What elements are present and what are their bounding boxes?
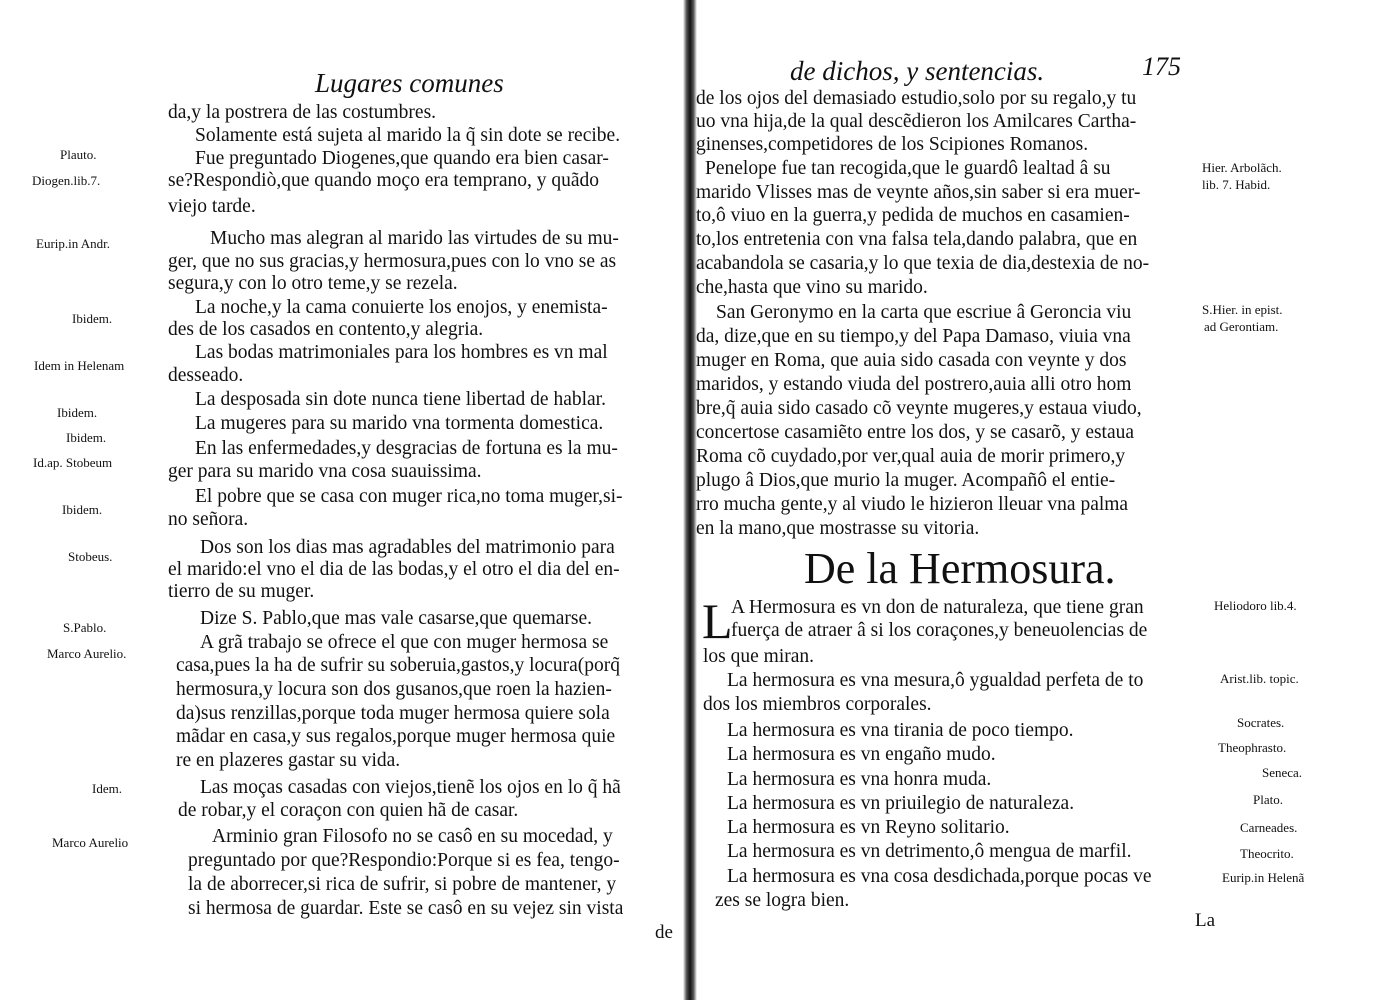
text-line: La noche,y la cama conuierte los enojos, y enemista- — [195, 297, 608, 318]
left-page — [0, 0, 683, 1000]
text-line: Fue preguntado Diogenes,que quando era bien casar- — [195, 148, 609, 169]
text-line: Arminio gran Filosofo no se casô en su mocedad, y — [212, 826, 613, 847]
text-line: el marido:el vno el dia de las bodas,y el otro el dia del en- — [168, 559, 620, 580]
margin-note: Plato. — [1253, 792, 1283, 807]
margin-note: Marco Aurelio. — [47, 646, 127, 661]
page-number: 175 — [1142, 52, 1181, 81]
text-line: tierro de su muger. — [168, 581, 315, 602]
text-line: La hermosura es vn priuilegio de naturaleza. — [727, 793, 1075, 814]
margin-note: Eurip.in Helenã — [1222, 870, 1305, 885]
text-line: fuerça de atraer â si los coraçones,y beneuolencias de — [731, 620, 1148, 641]
text-line: Las bodas matrimoniales para los hombres es vn mal — [195, 342, 608, 363]
margin-note: S.Hier. in epist. — [1202, 302, 1283, 317]
text-line: segura,y con lo otro teme,y se rezela. — [168, 273, 458, 294]
margin-note: Arist.lib. topic. — [1220, 671, 1299, 686]
text-line: Roma cõ cuydado,por ver,qual auia de morir primero,y — [696, 446, 1126, 467]
text-line: plugo â Dios,que murio la muger. Acompañô el entie- — [696, 470, 1116, 491]
book-gutter — [683, 0, 697, 1000]
text-line: El pobre que se casa con muger rica,no toma muger,si- — [195, 486, 623, 507]
text-line: mãdar en casa,y sus regalos,porque muger hermosa quie — [176, 726, 616, 747]
text-line: La hermosura es vna mesura,ô ygualdad perfeta de to — [727, 670, 1144, 691]
margin-note: Id.ap. Stobeum — [33, 455, 113, 470]
text-line: dos los miembros corporales. — [703, 694, 932, 715]
drop-cap: L — [702, 593, 733, 649]
text-line: de robar,y el coraçon con quien hã de casar. — [178, 800, 519, 821]
margin-note: Diogen.lib.7. — [32, 173, 101, 188]
margin-note: Marco Aurelio — [52, 835, 129, 850]
text-line: La desposada sin dote nunca tiene libertad de hablar. — [195, 389, 606, 410]
text-line: La hermosura es vna honra muda. — [727, 769, 992, 790]
text-line: La hermosura es vna cosa desdichada,porque pocas ve — [727, 866, 1152, 887]
margin-note: Ibidem. — [72, 311, 113, 326]
text-line: acabandola se casaria,y lo que texia de dia,destexia de no- — [696, 253, 1150, 274]
text-line: desseado. — [168, 365, 244, 386]
margin-note: Theophrasto. — [1218, 740, 1287, 755]
text-line: de los ojos del demasiado estudio,solo por su regalo,y tu — [696, 88, 1137, 109]
text-line: uo vna hija,de la qual descẽdieron los Amilcares Cartha- — [696, 111, 1137, 132]
text-line: la de aborrecer,si rica de sufrir, si pobre de mantener, y — [188, 874, 617, 895]
margin-note: Socrates. — [1237, 715, 1285, 730]
text-line: se?Respondiò,que quando moço era temprano, y quãdo — [168, 170, 600, 191]
text-line: da, dize,que en su tiempo,y del Papa Damaso, viuia vna — [696, 326, 1131, 347]
margin-note: Theocrito. — [1240, 846, 1294, 861]
text-line: da)sus renzillas,porque toda muger hermosa quiere sola — [176, 703, 610, 724]
text-line: hermosura,y locura son dos gusanos,que roen la hazien- — [176, 679, 612, 700]
text-line: La hermosura es vn Reyno solitario. — [727, 817, 1010, 838]
margin-note: Idem in Helenam — [34, 358, 125, 373]
text-line: preguntado por que?Respondio:Porque si es fea, tengo- — [188, 850, 620, 871]
text-line: Dize S. Pablo,que mas vale casarse,que quemarse. — [200, 608, 593, 629]
text-line: La hermosura es vn detrimento,ô mengua de marfil. — [727, 841, 1132, 862]
text-line: La hermosura es vna tirania de poco tiempo. — [727, 720, 1074, 741]
text-line: casa,pues la ha de sufrir su soberuia,gastos,y locura(porq̃ — [176, 655, 621, 676]
text-line: re en plazeres gastar su vida. — [176, 750, 401, 771]
text-line: viejo tarde. — [168, 196, 256, 217]
text-line: marido Vlisses mas de veynte años,sin saber si era muer- — [696, 182, 1141, 203]
text-line: A Hermosura es vn don de naturaleza, que tiene gran — [731, 597, 1144, 618]
text-line: Solamente está sujeta al marido la q̃ sin dote se recibe. — [195, 125, 621, 146]
text-line: des de los casados en contento,y alegria. — [168, 319, 484, 340]
text-line: muger en Roma, que auia sido casada con veynte y dos — [696, 350, 1127, 371]
margin-note: Eurip.in Andr. — [36, 236, 111, 251]
text-line: Mucho mas alegran al marido las virtudes de su mu- — [210, 228, 619, 249]
margin-note: Plauto. — [60, 147, 97, 162]
text-line: bre,q̃ auia sido casado cõ veynte mugeres,y estaua viudo, — [696, 398, 1142, 419]
margin-note: Seneca. — [1262, 765, 1303, 780]
text-line: los que miran. — [703, 646, 815, 667]
text-line: La hermosura es vn engaño mudo. — [727, 744, 996, 765]
catchword: La — [1195, 910, 1216, 931]
margin-note: Ibidem. — [66, 430, 107, 445]
text-line: en la mano,que mostrasse su vitoria. — [696, 518, 980, 539]
section-title: De la Hermosura. — [804, 544, 1116, 593]
text-line: to,ô viuo en la guerra,y pedida de muchos en casamien- — [696, 205, 1130, 226]
margin-note: S.Pablo. — [63, 620, 107, 635]
text-line: concertose casamiẽto entre los dos, y se casarõ, y estaua — [696, 422, 1135, 443]
text-line: da,y la postrera de las costumbres. — [168, 102, 437, 123]
text-line: Las moças casadas con viejos,tienẽ los ojos en lo q̃ hã — [200, 777, 621, 798]
margin-note: Ibidem. — [57, 405, 98, 420]
catchword: de — [655, 922, 673, 943]
text-line: ginenses,competidores de los Scipiones Romanos. — [696, 134, 1089, 155]
margin-note: Ibidem. — [62, 502, 103, 517]
text-line: ger, que no sus gracias,y hermosura,pues con lo vno se as — [168, 251, 617, 272]
margin-note: Idem. — [92, 781, 122, 796]
text-line: che,hasta que vino su marido. — [696, 277, 928, 298]
text-line: La mugeres para su marido vna tormenta domestica. — [195, 413, 604, 434]
running-head-left: Lugares comunes — [315, 68, 504, 98]
text-line: Dos son los dias mas agradables del matrimonio para — [200, 537, 615, 558]
margin-note: Stobeus. — [68, 549, 113, 564]
margin-note: Carneades. — [1240, 820, 1298, 835]
margin-note: Hier. Arbolãch. — [1202, 160, 1282, 175]
right-page — [697, 0, 1376, 1000]
text-line: San Geronymo en la carta que escriue â Geroncia viu — [716, 302, 1132, 323]
text-line: si hermosa de guardar. Este se casô en su vejez sin vista — [188, 898, 624, 919]
text-line: ger para su marido vna cosa suauissima. — [168, 461, 482, 482]
text-line: A grã trabajo se ofrece el que con muger hermosa se — [200, 632, 609, 653]
text-line: maridos, y estando viuda del postrero,auia alli otro hom — [696, 374, 1132, 395]
text-line: En las enfermedades,y desgracias de fortuna es la mu- — [195, 438, 618, 459]
margin-note: ad Gerontiam. — [1204, 319, 1279, 334]
text-line: rro mucha gente,y al viudo le hizieron lleuar vna palma — [696, 494, 1129, 515]
text-line: zes se logra bien. — [715, 890, 850, 911]
margin-note: Heliodoro lib.4. — [1214, 598, 1297, 613]
text-line: to,los entretenia con vna falsa tela,dando palabra, que en — [696, 229, 1138, 250]
running-head-right: de dichos, y sentencias. — [790, 56, 1045, 86]
text-line: Penelope fue tan recogida,que le guardô lealtad â su — [705, 158, 1111, 179]
margin-note: lib. 7. Habid. — [1202, 177, 1271, 192]
text-line: no señora. — [168, 509, 249, 530]
